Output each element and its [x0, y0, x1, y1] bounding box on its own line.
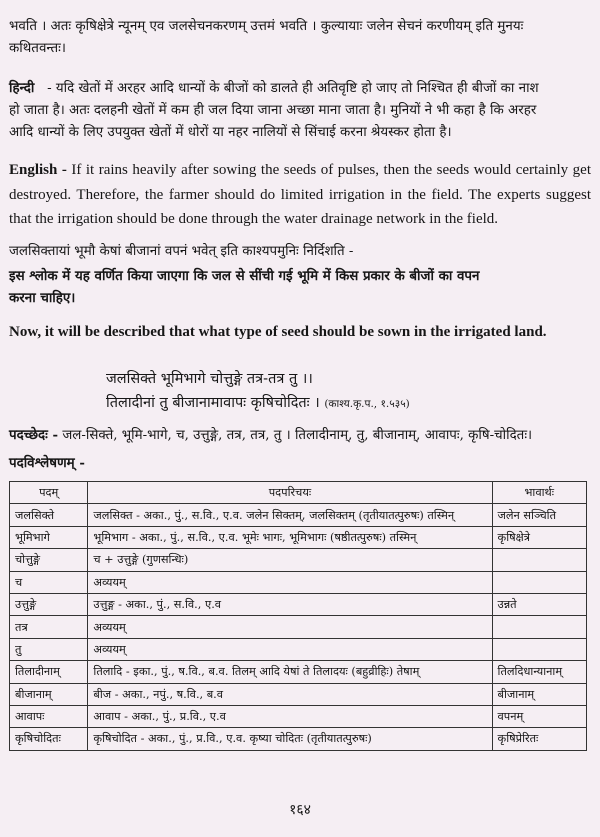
hindi-line-1	[9, 77, 591, 100]
word-analysis-table	[9, 481, 587, 751]
english-paragraph	[9, 158, 591, 232]
next-topic-hindi	[9, 265, 591, 309]
verse	[106, 367, 410, 416]
cell-bhavartha: जलेन सञ्चिति	[492, 504, 586, 526]
cell-pada: तत्र	[10, 616, 88, 638]
cell-pada: तिलादीनाम्	[10, 661, 88, 683]
table-row	[10, 616, 587, 638]
cell-parichaya: तिलादि - इका., पुं., ष.वि., ब.व. तिलम् आदि येषां ते तिलादयः (बहुव्रीहिः) तेषाम्	[88, 661, 492, 683]
header-padaparichaya: पदपरिचयः	[88, 482, 492, 504]
verse-line-2	[106, 391, 410, 416]
cell-bhavartha: उन्नते	[492, 593, 586, 615]
next-topic-hindi-line-2: करना चाहिए।	[9, 290, 76, 306]
english-label: English -	[9, 162, 67, 178]
table-row	[10, 593, 587, 615]
cell-bhavartha	[492, 571, 586, 593]
cell-bhavartha	[492, 616, 586, 638]
next-topic-hindi-line-1: इस श्लोक में यह वर्णित किया जाएगा कि जल से सींची गई भूमि में किस प्रकार के बीजों का वपन	[9, 268, 480, 284]
cell-parichaya: भूमिभाग - अका., पुं., स.वि., ए.व. भूमेः भागः, भूमिभागः (षष्ठीतत्पुरुषः) तस्मिन्	[88, 526, 492, 548]
sanskrit-intro-line-1: भवति । अतः कृषिक्षेत्रे न्यूनम् एव जलसेचनकरणम् उत्तमं भवति । कुल्यायाः जलेन सेचनं करणीयम् इति मुनयः	[9, 19, 524, 34]
table-row	[10, 549, 587, 571]
english-text: If it rains heavily after sowing the seeds of pulses, then the seeds would certainly get destroyed. Therefore, the farmer should do limited irrigation in the field. The experts suggest that the irrigation should be done through the water drainage network in the field.	[9, 162, 591, 227]
cell-bhavartha: तिलदिधान्यानाम्	[492, 661, 586, 683]
cell-parichaya: अव्ययम्	[88, 616, 492, 638]
header-pada: पदम्	[10, 482, 88, 504]
header-bhavartha: भावार्थः	[492, 482, 586, 504]
cell-pada: आवापः	[10, 705, 88, 727]
hindi-label: हिन्दी	[9, 80, 35, 96]
cell-pada: तु	[10, 638, 88, 660]
cell-parichaya: उत्तुङ्ग - अका., पुं., स.वि., ए.व	[88, 593, 492, 615]
cell-bhavartha: कृषिप्रेरितः	[492, 728, 586, 750]
cell-pada: जलसिक्ते	[10, 504, 88, 526]
cell-parichaya: बीज - अका., नपुं., ष.वि., ब.व	[88, 683, 492, 705]
cell-bhavartha	[492, 638, 586, 660]
verse-reference: (काश्य.कृ.प., १.५३५)	[324, 398, 410, 410]
cell-parichaya: अव्ययम्	[88, 638, 492, 660]
cell-bhavartha: बीजानाम्	[492, 683, 586, 705]
padaccheda-text: जल-सिक्ते, भूमि-भागे, च, उत्तुङ्गे, तत्र, तत्र, तु । तिलादीनाम्, तु, बीजानाम्, आवापः, कृषि-चोदितः।	[62, 428, 533, 443]
cell-pada: च	[10, 571, 88, 593]
sanskrit-intro	[9, 16, 591, 60]
cell-parichaya: आवाप - अका., पुं., प्र.वि., ए.व	[88, 705, 492, 727]
hindi-line-3: आदि धान्यों के लिए उपयुक्त खेतों में धोरों या नहर नालियों से सिंचाई करना श्रेयस्कर होता है।	[9, 125, 452, 140]
cell-parichaya: अव्ययम्	[88, 571, 492, 593]
hindi-line-1-text: - यदि खेतों में अरहर आदि धान्यों के बीजों को डालते ही अतिवृष्टि हो जाए तो निश्चित ही बीजों का नाश	[47, 81, 539, 96]
cell-parichaya: कृषिचोदित - अका., पुं., प्र.वि., ए.व. कृष्या चोदितः (तृतीयातत्पुरुषः)	[88, 728, 492, 750]
verse-line-1: जलसिक्ते भूमिभागे चोत्तुङ्गे तत्र-तत्र तु ।।	[106, 371, 313, 387]
next-topic-english: Now, it will be described that what type of seed should be sown in the irrigated land.	[9, 324, 547, 340]
hindi-paragraph	[9, 77, 591, 144]
hindi-line-2: हो जाता है। अतः दलहनी खेतों में कम ही जल दिया जाना अच्छा माना जाता है। मुनियों ने भी कहा है कि अरहर	[9, 103, 537, 118]
cell-pada: चोत्तुङ्गे	[10, 549, 88, 571]
cell-bhavartha: वपनम्	[492, 705, 586, 727]
cell-pada: उत्तुङ्गे	[10, 593, 88, 615]
padaccheda	[9, 424, 591, 447]
page-number: १६४	[289, 802, 311, 818]
next-topic-sanskrit: जलसिक्तायां भूमौ केषां बीजानां वपनं भवेत् इति काश्यपमुनिः निर्दिशति -	[9, 244, 354, 259]
cell-pada: कृषिचोदितः	[10, 728, 88, 750]
table-row	[10, 504, 587, 526]
table-header-row	[10, 482, 587, 504]
verse-line-2-text: तिलादीनां तु बीजानामावापः कृषिचोदितः ।	[106, 395, 320, 411]
padavishleshanam-label: पदविश्लेषणम् -	[9, 455, 85, 471]
table-row	[10, 526, 587, 548]
cell-pada: बीजानाम्	[10, 683, 88, 705]
table-row	[10, 638, 587, 660]
cell-bhavartha	[492, 549, 586, 571]
cell-bhavartha: कृषिक्षेत्रे	[492, 526, 586, 548]
cell-parichaya: च + उत्तुङ्गे (गुणसन्धिः)	[88, 549, 492, 571]
table-row	[10, 571, 587, 593]
table-row	[10, 705, 587, 727]
sanskrit-intro-line-2: कथितवन्तः।	[9, 41, 66, 56]
padaccheda-label: पदच्छेदः -	[9, 427, 59, 443]
table-row	[10, 661, 587, 683]
table-row	[10, 728, 587, 750]
table-row	[10, 683, 587, 705]
cell-parichaya: जलसिक्त - अका., पुं., स.वि., ए.व. जलेन सिक्तम्, जलसिक्तम् (तृतीयातत्पुरुषः) तस्मिन्	[88, 504, 492, 526]
cell-pada: भूमिभागे	[10, 526, 88, 548]
